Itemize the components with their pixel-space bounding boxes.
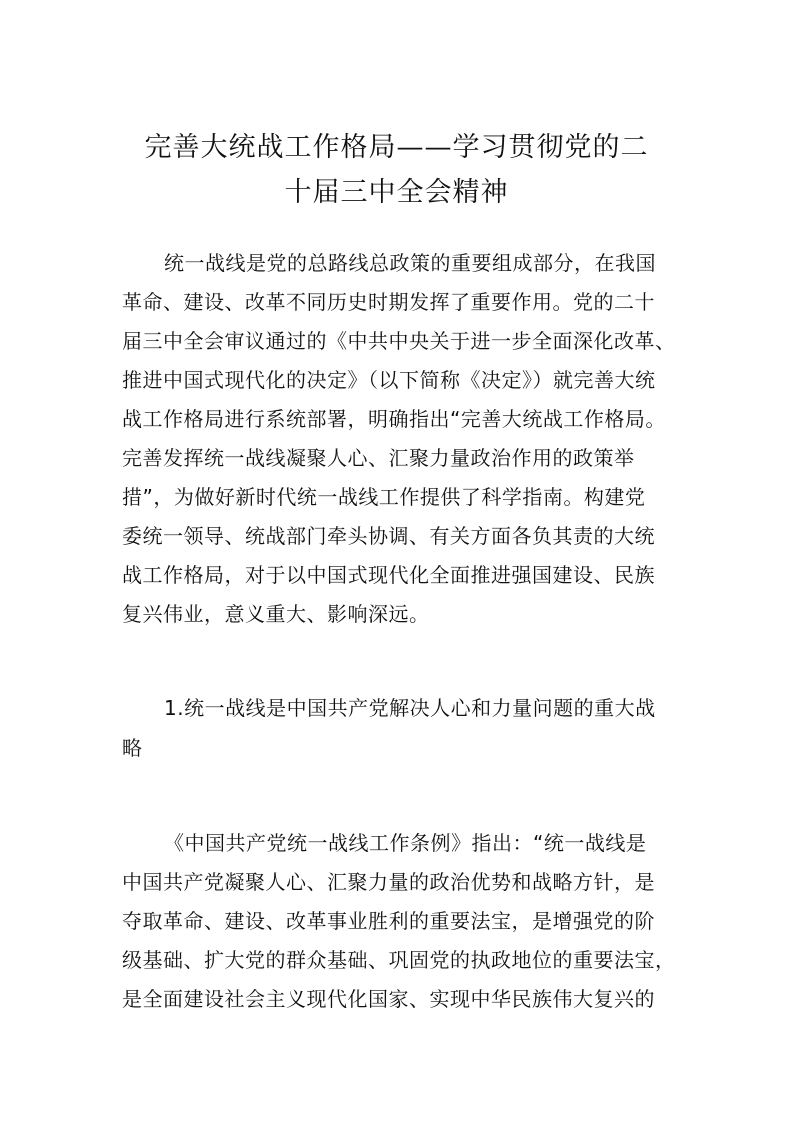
paragraph-1-line: 推进中国式现代化的决定》（以下简称《决定》）就完善大统 — [122, 368, 656, 392]
paragraph-1-line: 委统一领导、统战部门牵头协调、有关方面各负其责的大统 — [122, 524, 655, 548]
paragraph-2-line: 级基础、扩大党的群众基础、巩固党的执政地位的重要法宝， — [122, 948, 676, 972]
paragraph-2-line: 《中国共产党统一战线工作条例》指出：“统一战线是 — [164, 831, 647, 855]
paragraph-2-line: 是全面建设社会主义现代化国家、实现中华民族伟大复兴的 — [122, 987, 655, 1011]
section-heading-line: 1.统一战线是中国共产党解决人心和力量问题的重大战 — [164, 696, 656, 720]
paragraph-1-line: 届三中全会审议通过的《中共中央关于进一步全面深化改革、 — [122, 329, 676, 353]
paragraph-1-line: 革命、建设、改革不同历史时期发挥了重要作用。党的二十 — [122, 290, 655, 314]
paragraph-1-line: 战工作格局，对于以中国式现代化全面推进强国建设、民族 — [122, 563, 655, 587]
document-title-line-1: 完善大统战工作格局——学习贯彻党的二 — [144, 132, 649, 163]
paragraph-1-line: 复兴伟业，意义重大、影响深远。 — [122, 602, 430, 626]
section-heading-line: 略 — [122, 736, 143, 760]
paragraph-2-line: 中国共产党凝聚人心、汇聚力量的政治优势和战略方针，是 — [122, 870, 655, 894]
paragraph-1-line: 统一战线是党的总路线总政策的重要组成部分，在我国 — [164, 251, 656, 275]
paragraph-1-line: 完善发挥统一战线凝聚人心、汇聚力量政治作用的政策举 — [122, 446, 635, 470]
paragraph-2-line: 夺取革命、建设、改革事业胜利的重要法宝，是增强党的阶 — [122, 909, 655, 933]
document-title-line-2: 十届三中全会精神 — [284, 177, 509, 208]
paragraph-1-line: 战工作格局进行系统部署，明确指出“完善大统战工作格局。 — [122, 407, 666, 431]
paragraph-1-line: 措”，为做好新时代统一战线工作提供了科学指南。构建党 — [122, 485, 646, 509]
